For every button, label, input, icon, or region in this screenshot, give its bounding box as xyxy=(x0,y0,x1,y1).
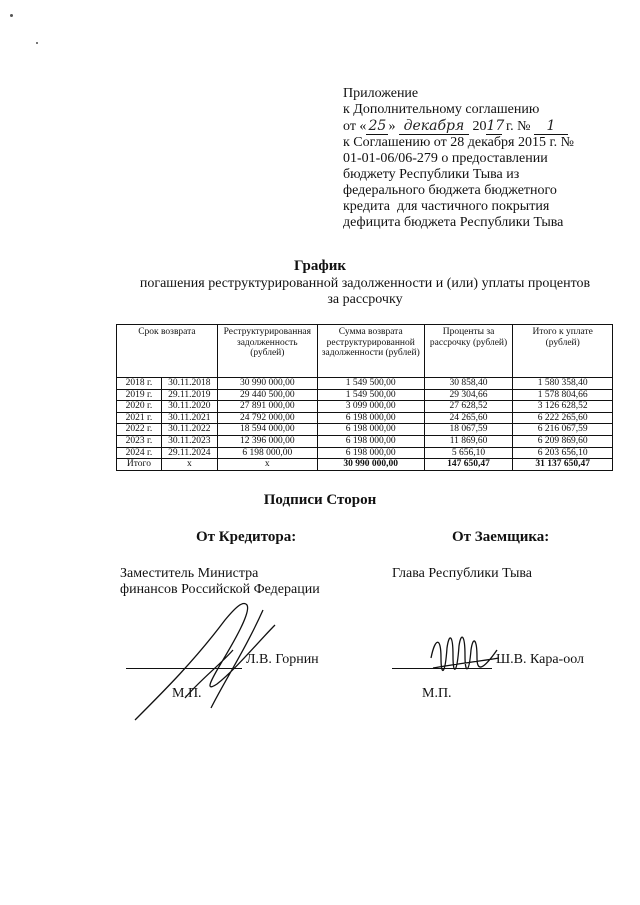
cell-year: 2021 г. xyxy=(117,412,162,424)
lender-name: Л.В. Горнин xyxy=(246,652,319,667)
table-row xyxy=(117,447,613,459)
cell-date: 30.11.2021 xyxy=(161,412,217,424)
handwritten-year: 17 xyxy=(486,118,505,134)
appendix-line: к Дополнительному соглашению xyxy=(343,102,540,117)
cell-total: 3 126 628,52 xyxy=(513,401,613,413)
cell-repay: 6 198 000,00 xyxy=(317,447,424,459)
header-debt: Реструктурированная задолженность (рублей) xyxy=(217,325,317,378)
cell-year: 2019 г. xyxy=(117,389,162,401)
cell-total: 1 578 804,66 xyxy=(513,389,613,401)
handwritten-day: 25 xyxy=(366,118,388,135)
scan-mark xyxy=(10,14,13,17)
cell-date: 30.11.2022 xyxy=(161,424,217,436)
cell-interest: 27 628,52 xyxy=(424,401,513,413)
cell-total-repay: 30 990 000,00 xyxy=(317,459,424,471)
cell-debt: 30 990 000,00 xyxy=(217,378,317,390)
appendix-block: Приложение к Дополнительному соглашению от « 25 » декабря 2017 г. № 1 к Соглашению от 28 декабря 2015 г. № 01-01-06/06-279 о предоставлении бюджету Республики Тыва из федерального бюджета бюджетного кредита для частичного покрытия дефицита бюджета Республики Тыва xyxy=(343,86,574,230)
header-total: Итого к уплате (рублей) xyxy=(513,325,613,378)
appendix-line: Приложение xyxy=(343,86,419,101)
cell-year: 2024 г. xyxy=(117,447,162,459)
cell-interest: 24 265,60 xyxy=(424,412,513,424)
table-totals-row xyxy=(117,459,613,471)
handwritten-month: декабря xyxy=(399,118,469,135)
cell-debt: 29 440 500,00 xyxy=(217,389,317,401)
seal-label-right: М.П. xyxy=(422,686,452,701)
table-row xyxy=(117,389,613,401)
cell-debt: 12 396 000,00 xyxy=(217,435,317,447)
cell-debt: 6 198 000,00 xyxy=(217,447,317,459)
cell-interest: 29 304,66 xyxy=(424,389,513,401)
cell-repay: 3 099 000,00 xyxy=(317,401,424,413)
signatures-title: Подписи Сторон xyxy=(263,492,377,508)
lender-position-line: Заместитель Министра xyxy=(120,566,259,581)
cell-date: 29.11.2019 xyxy=(161,389,217,401)
cell-repay: 6 198 000,00 xyxy=(317,412,424,424)
appendix-line: федерального бюджета бюджетного xyxy=(343,183,557,198)
schedule-title: График xyxy=(293,258,347,274)
repayment-schedule-table xyxy=(116,324,613,471)
cell-interest: 30 858,40 xyxy=(424,378,513,390)
schedule-subtitle xyxy=(115,276,615,308)
cell-total-date: х xyxy=(161,459,217,471)
borrower-name: Ш.В. Кара-оол xyxy=(496,652,585,667)
appendix-line: кредита для частичного покрытия xyxy=(343,199,550,214)
table-header-row xyxy=(117,325,613,378)
seal-label-left: М.П. xyxy=(172,686,202,701)
cell-repay: 1 549 500,00 xyxy=(317,389,424,401)
subtitle-line: погашения реструктурированной задолженности и (или) уплаты процентов xyxy=(139,276,591,291)
cell-date: 30.11.2023 xyxy=(161,435,217,447)
borrower-position: Глава Республики Тыва xyxy=(392,566,533,581)
table-row xyxy=(117,435,613,447)
appendix-line: бюджету Республики Тыва из xyxy=(343,167,520,182)
cell-total: 6 222 265,60 xyxy=(513,412,613,424)
borrower-signature xyxy=(425,628,505,683)
cell-total-interest: 147 650,47 xyxy=(424,459,513,471)
cell-repay: 6 198 000,00 xyxy=(317,424,424,436)
cell-year: 2020 г. xyxy=(117,401,162,413)
scan-mark xyxy=(36,42,38,44)
cell-date: 30.11.2018 xyxy=(161,378,217,390)
cell-date: 29.11.2024 xyxy=(161,447,217,459)
table-row xyxy=(117,412,613,424)
cell-interest: 18 067,59 xyxy=(424,424,513,436)
cell-total-label: Итого xyxy=(117,459,162,471)
cell-repay: 6 198 000,00 xyxy=(317,435,424,447)
cell-total: 6 209 869,60 xyxy=(513,435,613,447)
appendix-date-prefix: от « xyxy=(343,119,367,134)
cell-debt: 18 594 000,00 xyxy=(217,424,317,436)
table-row xyxy=(117,401,613,413)
cell-total: 6 216 067,59 xyxy=(513,424,613,436)
lender-position-line: финансов Российской Федерации xyxy=(120,582,320,597)
cell-debt: 27 891 000,00 xyxy=(217,401,317,413)
header-term: Срок возврата xyxy=(117,325,218,378)
cell-total-debt: х xyxy=(217,459,317,471)
lender-signature xyxy=(125,580,295,730)
header-interest: Проценты за рассрочку (рублей) xyxy=(424,325,513,378)
cell-total: 6 203 656,10 xyxy=(513,447,613,459)
appendix-line: дефицита бюджета Республики Тыва xyxy=(343,215,564,230)
cell-year: 2018 г. xyxy=(117,378,162,390)
table-row xyxy=(117,424,613,436)
cell-interest: 5 656,10 xyxy=(424,447,513,459)
cell-date: 30.11.2020 xyxy=(161,401,217,413)
header-repay: Сумма возврата реструктурированной задолженности (рублей) xyxy=(317,325,424,378)
cell-year: 2023 г. xyxy=(117,435,162,447)
subtitle-line: за рассрочку xyxy=(327,292,403,307)
cell-interest: 11 869,60 xyxy=(424,435,513,447)
cell-repay: 1 549 500,00 xyxy=(317,378,424,390)
cell-debt: 24 792 000,00 xyxy=(217,412,317,424)
cell-total-total: 31 137 650,47 xyxy=(513,459,613,471)
appendix-line: 01-01-06/06-279 о предоставлении xyxy=(343,151,548,166)
borrower-heading: От Заемщика: xyxy=(452,529,550,545)
table-row xyxy=(117,378,613,390)
appendix-line: к Соглашению от 28 декабря 2015 г. № xyxy=(343,135,574,150)
handwritten-number: 1 xyxy=(534,118,568,135)
lender-heading: От Кредитора: xyxy=(196,529,297,545)
cell-year: 2022 г. xyxy=(117,424,162,436)
cell-total: 1 580 358,40 xyxy=(513,378,613,390)
